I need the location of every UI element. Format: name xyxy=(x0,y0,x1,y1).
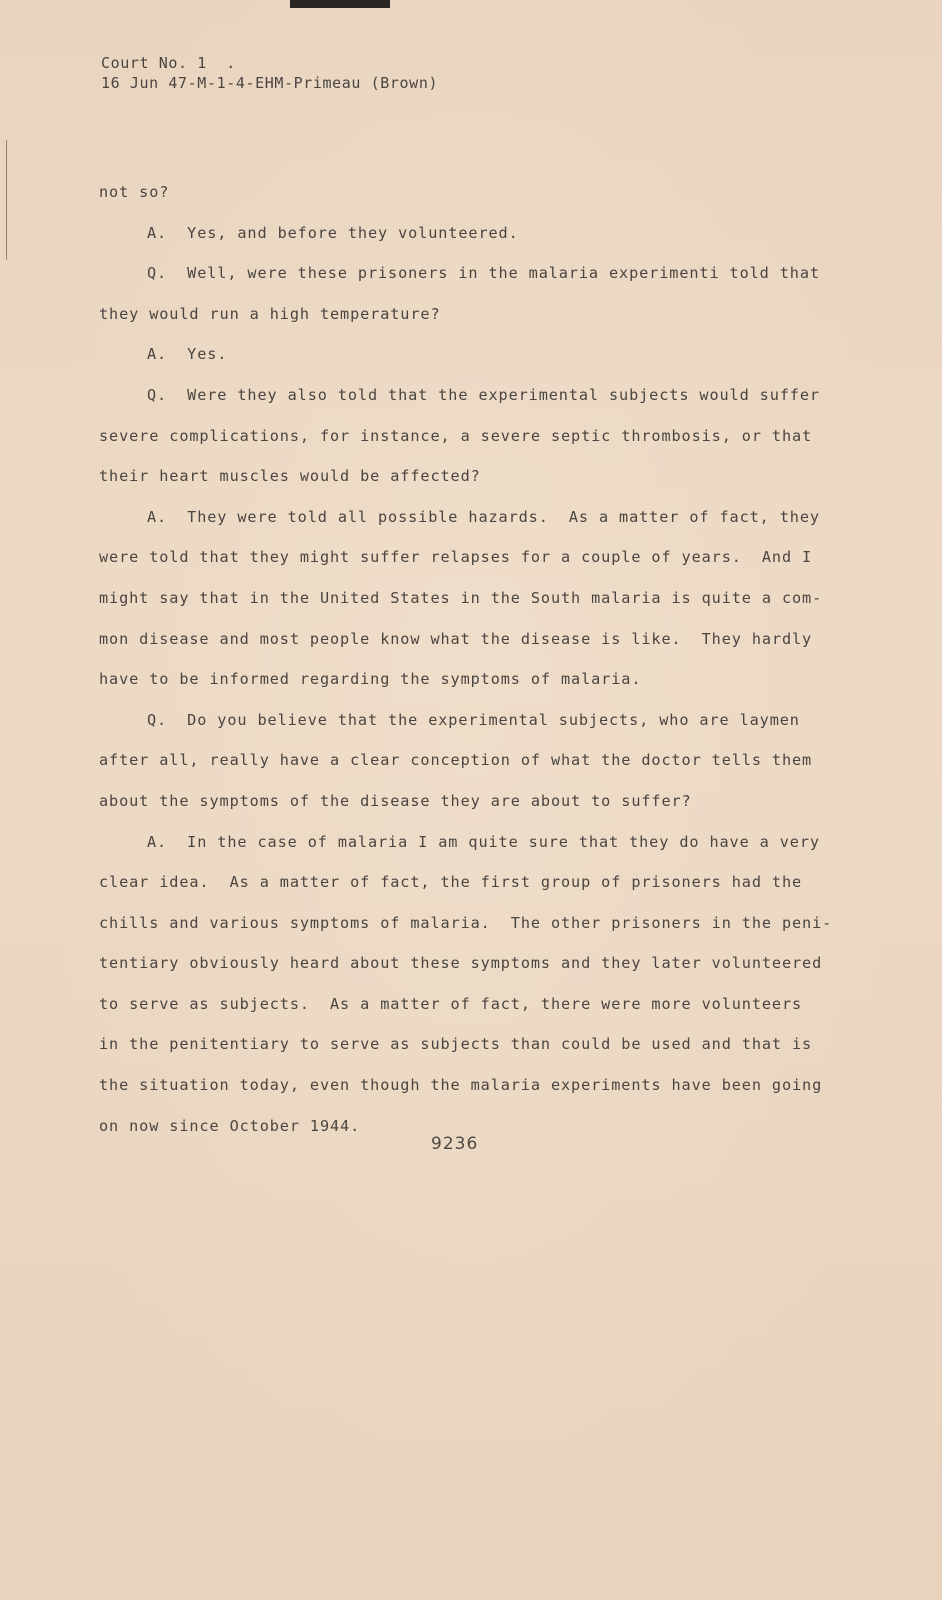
transcript-line: severe complications, for instance, a severe septic thrombosis, or that xyxy=(99,426,813,445)
transcript-line: chills and various symptoms of malaria. The other prisoners in the peni- xyxy=(99,913,833,932)
transcript-line: tentiary obviously heard about these symptoms and they later volunteered xyxy=(99,954,823,973)
question-line: Q. Do you believe that the experimental subjects, who are laymen xyxy=(147,710,800,729)
transcript-line: they would run a high temperature? xyxy=(99,304,441,323)
transcript-line: mon disease and most people know what the disease is like. They hardly xyxy=(99,629,813,648)
transcript-line: have to be informed regarding the symptoms of malaria. xyxy=(99,670,642,689)
transcript-line: to serve as subjects. As a matter of fact, there were more volunteers xyxy=(99,994,803,1013)
answer-line: A. Yes, and before they volunteered. xyxy=(147,223,519,242)
transcript-line: about the symptoms of the disease they are about to suffer? xyxy=(99,791,692,810)
transcript-body xyxy=(99,172,844,1146)
page-number: 9236 xyxy=(431,1134,479,1154)
document-header xyxy=(101,53,438,93)
transcript-line: their heart muscles would be affected? xyxy=(99,467,481,486)
top-edge-mark xyxy=(290,0,390,8)
transcript-line: on now since October 1944. xyxy=(99,1116,361,1135)
transcript-line: not so? xyxy=(99,183,170,201)
reference-line: 16 Jun 47-M-1-4-EHM-Primeau (Brown) xyxy=(101,74,439,92)
answer-line: A. In the case of malaria I am quite sure that they do have a very xyxy=(147,832,820,851)
transcript-line: in the penitentiary to serve as subjects than could be used and that is xyxy=(99,1035,813,1054)
court-label: Court No. 1 . xyxy=(101,54,236,72)
transcript-line: clear idea. As a matter of fact, the first group of prisoners had the xyxy=(99,873,803,892)
left-edge-mark xyxy=(6,140,9,260)
answer-line: A. They were told all possible hazards. As a matter of fact, they xyxy=(147,507,820,526)
question-line: Q. Were they also told that the experimental subjects would suffer xyxy=(147,385,820,404)
transcript-line: after all, really have a clear conception of what the doctor tells them xyxy=(99,751,813,770)
transcript-line: the situation today, even though the malaria experiments have been going xyxy=(99,1076,823,1095)
question-line: Q. Well, were these prisoners in the malaria experimenti told that xyxy=(147,264,820,283)
transcript-line: were told that they might suffer relapses for a couple of years. And I xyxy=(99,548,813,567)
transcript-line: might say that in the United States in the South malaria is quite a com- xyxy=(99,588,823,607)
answer-line: A. Yes. xyxy=(147,345,228,364)
